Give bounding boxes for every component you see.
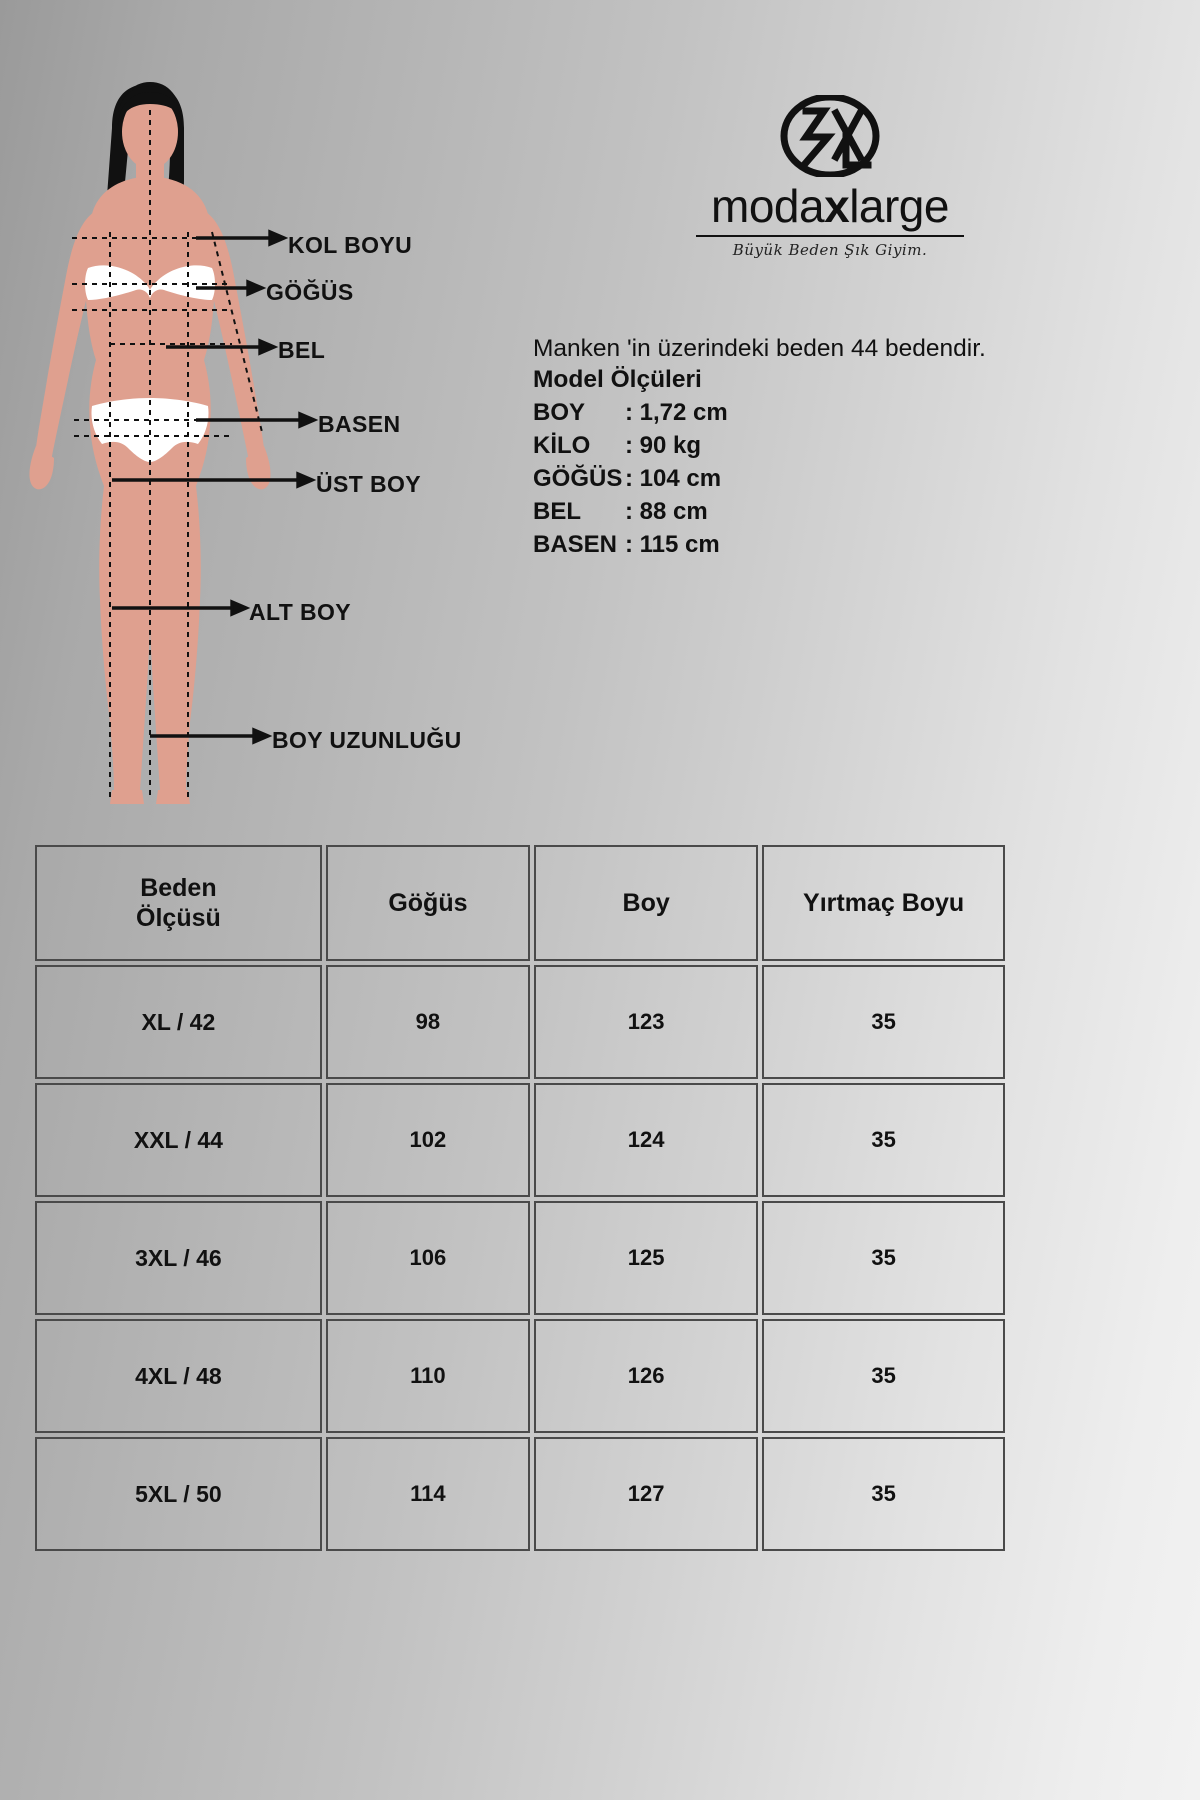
header-beden-line1: Beden — [140, 874, 217, 902]
cell-size: 3XL / 46 — [35, 1201, 322, 1315]
header-beden-olcusu — [35, 845, 322, 961]
label-boy-uzunlugu: BOY UZUNLUĞU — [272, 727, 462, 753]
brand-name-x: x — [824, 180, 850, 232]
model-info-row-gogus — [533, 462, 1053, 495]
cell-size: XL / 42 — [35, 965, 322, 1079]
table-row — [35, 1201, 1005, 1315]
label-kol-boyu: KOL BOYU — [288, 232, 413, 258]
brand-logo-icon — [776, 95, 884, 177]
model-info-subtitle: Model Ölçüleri — [533, 366, 702, 393]
model-info-block — [533, 333, 1053, 561]
cell-boy: 124 — [534, 1083, 758, 1197]
table-row — [35, 1083, 1005, 1197]
model-info-value-boy: : 1,72 cm — [625, 399, 728, 426]
cell-gogus: 114 — [326, 1437, 530, 1551]
header-yirtmac-boyu: Yırtmaç Boyu — [762, 845, 1005, 961]
cell-size: 5XL / 50 — [35, 1437, 322, 1551]
cell-yirtmac: 35 — [762, 965, 1005, 1079]
cell-yirtmac: 35 — [762, 1083, 1005, 1197]
cell-yirtmac: 35 — [762, 1319, 1005, 1433]
model-info-key-bel: BEL — [533, 498, 581, 525]
model-info-row-kilo — [533, 429, 1053, 462]
label-ust-boy: ÜST BOY — [316, 471, 422, 497]
cell-boy: 125 — [534, 1201, 758, 1315]
brand-name-part2: large — [849, 180, 949, 232]
brand-block — [610, 95, 1050, 259]
cell-gogus: 110 — [326, 1319, 530, 1433]
cell-boy: 127 — [534, 1437, 758, 1551]
cell-gogus: 106 — [326, 1201, 530, 1315]
model-info-row-basen — [533, 528, 1053, 561]
model-info-key-kilo: KİLO — [533, 432, 591, 459]
cell-gogus: 98 — [326, 965, 530, 1079]
cell-yirtmac: 35 — [762, 1437, 1005, 1551]
cell-gogus: 102 — [326, 1083, 530, 1197]
cell-size: 4XL / 48 — [35, 1319, 322, 1433]
label-basen: BASEN — [318, 411, 401, 437]
size-table — [31, 841, 1009, 1555]
model-info-value-kilo: : 90 kg — [625, 432, 702, 459]
cell-size: XXL / 44 — [35, 1083, 322, 1197]
label-alt-boy: ALT BOY — [249, 599, 352, 625]
brand-name — [610, 180, 1050, 232]
label-gogus: GÖĞÜS — [266, 279, 354, 305]
cell-boy: 123 — [534, 965, 758, 1079]
label-bel: BEL — [278, 337, 326, 363]
model-info-value-gogus: : 104 cm — [625, 465, 722, 492]
female-body-figure-icon — [0, 0, 620, 960]
cell-yirtmac: 35 — [762, 1201, 1005, 1315]
table-row — [35, 1437, 1005, 1551]
model-info-key-basen: BASEN — [533, 531, 618, 558]
header-gogus: Göğüs — [326, 845, 530, 961]
measurement-diagram — [0, 0, 620, 960]
model-info-value-basen: : 115 cm — [625, 531, 720, 558]
header-boy: Boy — [534, 845, 758, 961]
model-info-row-bel — [533, 495, 1053, 528]
model-info-row-boy — [533, 396, 1053, 429]
brand-divider — [696, 235, 964, 237]
cell-boy: 126 — [534, 1319, 758, 1433]
model-info-intro: Manken 'in üzerindeki beden 44 bedendir. — [533, 335, 986, 362]
brand-tagline: Büyük Beden Şık Giyim. — [732, 241, 928, 259]
model-info-key-boy: BOY — [533, 399, 586, 426]
table-row — [35, 1319, 1005, 1433]
model-info-value-bel: : 88 cm — [625, 498, 708, 525]
model-info-key-gogus: GÖĞÜS — [533, 465, 623, 492]
table-row — [35, 965, 1005, 1079]
brand-name-part1: moda — [711, 180, 825, 232]
header-beden-line2: Ölçüsü — [136, 904, 221, 932]
table-header-row — [35, 845, 1005, 961]
